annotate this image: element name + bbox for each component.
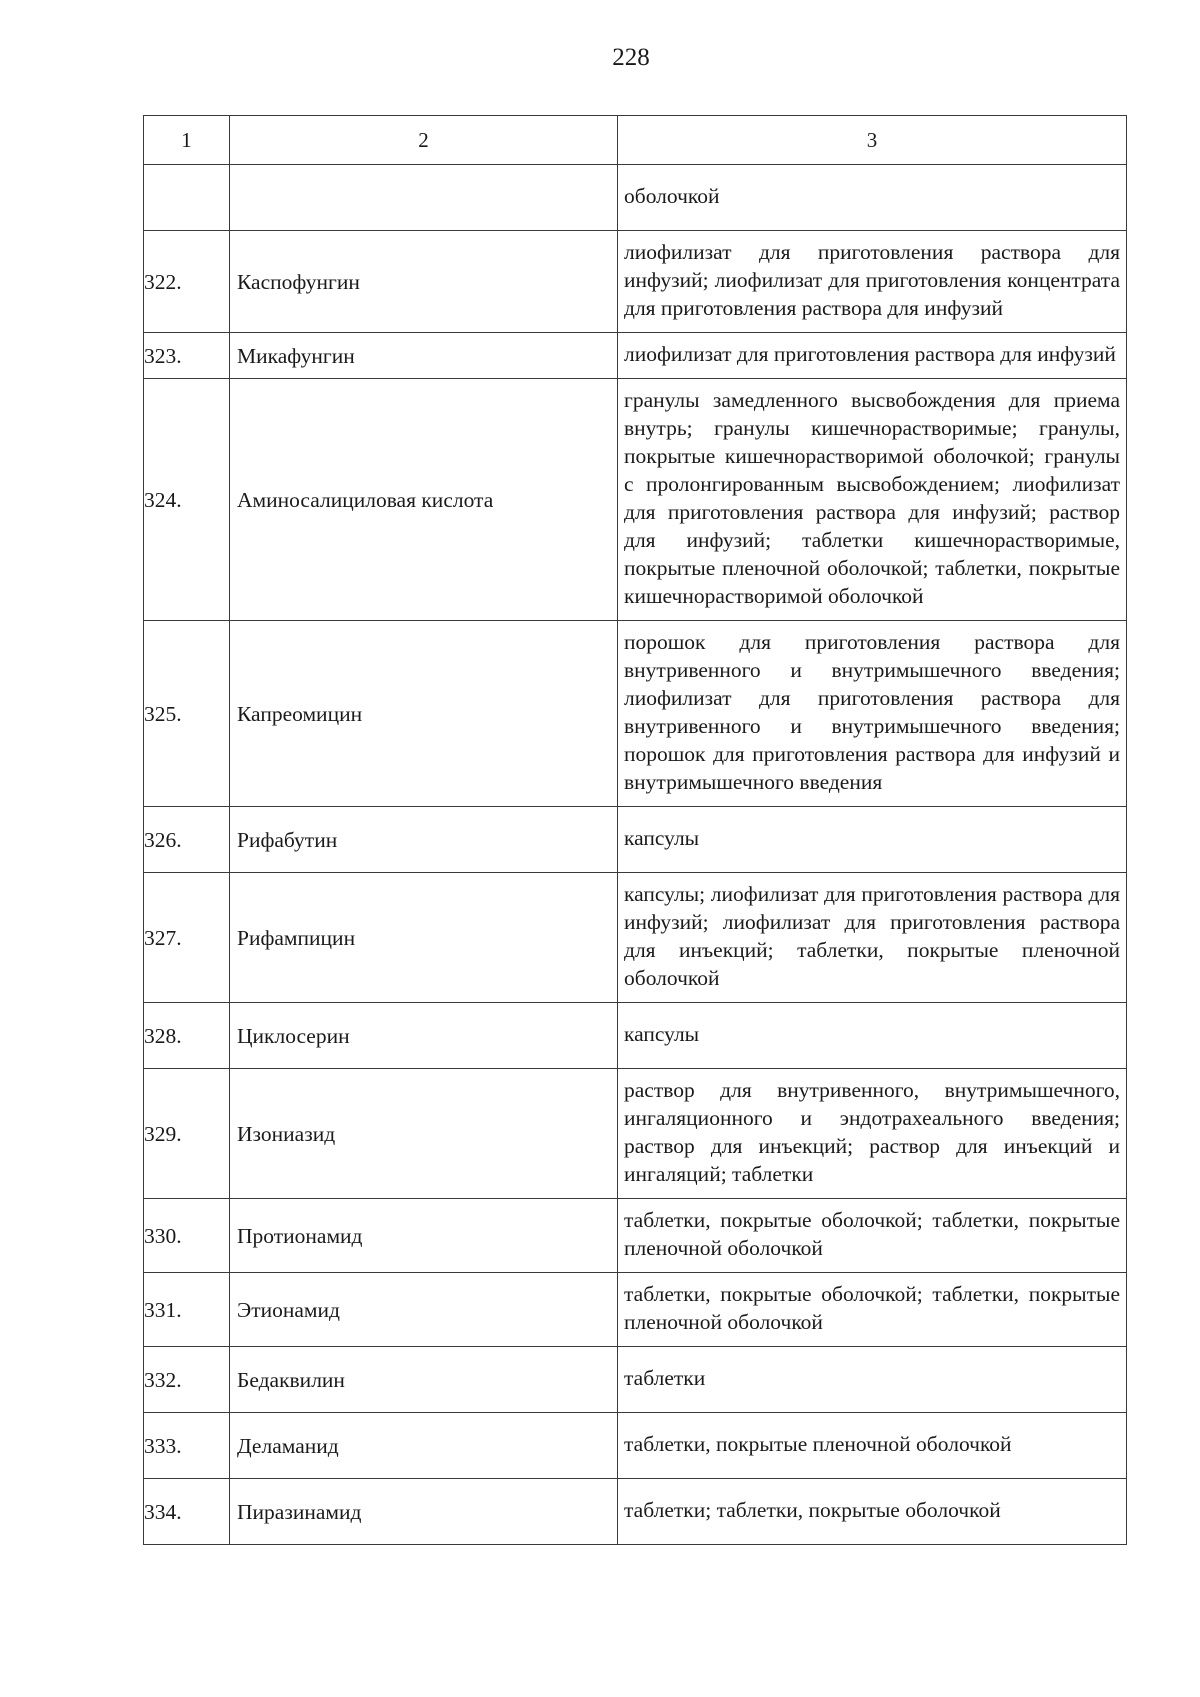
drug-name: Бедаквилин xyxy=(230,1347,618,1413)
table-row xyxy=(144,807,1127,873)
drug-name xyxy=(230,165,618,231)
drug-name: Этионамид xyxy=(230,1273,618,1347)
dosage-form: раствор для внутривенного, внутримышечного, ингаляционного и эндотрахеального введения; раствор для инъекций; раствор для инъекций и ингаляций; таблетки xyxy=(618,1069,1127,1199)
drug-name: Деламанид xyxy=(230,1413,618,1479)
drug-name: Рифампицин xyxy=(230,873,618,1003)
dosage-form: таблетки, покрытые оболочкой; таблетки, покрытые пленочной оболочкой xyxy=(618,1199,1127,1273)
row-number: 333. xyxy=(144,1413,230,1479)
drug-name: Циклосерин xyxy=(230,1003,618,1069)
drug-name: Аминосалициловая кислота xyxy=(230,379,618,621)
drug-name: Изониазид xyxy=(230,1069,618,1199)
table-row xyxy=(144,333,1127,379)
drug-name: Каспофунгин xyxy=(230,231,618,333)
dosage-form: капсулы xyxy=(618,1003,1127,1069)
drug-name: Микафунгин xyxy=(230,333,618,379)
dosage-form: таблетки, покрытые пленочной оболочкой xyxy=(618,1413,1127,1479)
table-row xyxy=(144,873,1127,1003)
row-number: 334. xyxy=(144,1479,230,1545)
row-number: 322. xyxy=(144,231,230,333)
dosage-form: гранулы замедленного высвобождения для приема внутрь; гранулы кишечнорастворимые; гранулы, покрытые кишечнорастворимой оболочкой; гранулы с пролонгированным высвобождением; лиофилизат для приготовления раствора для инфузий; раствор для инфузий; таблетки кишечнорастворимые, покрытые пленочной оболочкой; таблетки, покрытые кишечнорастворимой оболочкой xyxy=(618,379,1127,621)
row-number: 328. xyxy=(144,1003,230,1069)
drug-name: Пиразинамид xyxy=(230,1479,618,1545)
dosage-form: таблетки, покрытые оболочкой; таблетки, покрытые пленочной оболочкой xyxy=(618,1273,1127,1347)
drug-name: Капреомицин xyxy=(230,621,618,807)
row-number: 326. xyxy=(144,807,230,873)
table-row xyxy=(144,1199,1127,1273)
dosage-form: таблетки xyxy=(618,1347,1127,1413)
dosage-form: капсулы xyxy=(618,807,1127,873)
dosage-form: лиофилизат для приготовления раствора для инфузий xyxy=(618,333,1127,379)
table-row xyxy=(144,1347,1127,1413)
row-number: 329. xyxy=(144,1069,230,1199)
page-number: 228 xyxy=(612,44,650,71)
table-row xyxy=(144,1413,1127,1479)
table-row xyxy=(144,1003,1127,1069)
row-number: 332. xyxy=(144,1347,230,1413)
table-row xyxy=(144,379,1127,621)
row-number: 324. xyxy=(144,379,230,621)
dosage-form: лиофилизат для приготовления раствора для инфузий; лиофилизат для приготовления концентрата для приготовления раствора для инфузий xyxy=(618,231,1127,333)
table-header-row xyxy=(144,116,1127,165)
row-number: 325. xyxy=(144,621,230,807)
column-header-3: 3 xyxy=(618,116,1127,165)
table-row xyxy=(144,1479,1127,1545)
continuation-row xyxy=(144,165,1127,231)
table-row xyxy=(144,231,1127,333)
table-row xyxy=(144,621,1127,807)
table-row xyxy=(144,1069,1127,1199)
row-number: 331. xyxy=(144,1273,230,1347)
dosage-form: порошок для приготовления раствора для внутривенного и внутримышечного введения; лиофилизат для приготовления раствора для внутривенного и внутримышечного введения; порошок для приготовления раствора для инфузий и внутримышечного введения xyxy=(618,621,1127,807)
row-number: 327. xyxy=(144,873,230,1003)
table-row xyxy=(144,1273,1127,1347)
dosage-form: оболочкой xyxy=(618,165,1127,231)
row-number: 330. xyxy=(144,1199,230,1273)
drug-name: Рифабутин xyxy=(230,807,618,873)
dosage-form: капсулы; лиофилизат для приготовления раствора для инфузий; лиофилизат для приготовления раствора для инъекций; таблетки, покрытые пленочной оболочкой xyxy=(618,873,1127,1003)
row-number xyxy=(144,165,230,231)
column-header-1: 1 xyxy=(144,116,230,165)
dosage-form: таблетки; таблетки, покрытые оболочкой xyxy=(618,1479,1127,1545)
drug-table xyxy=(143,115,1127,1545)
column-header-2: 2 xyxy=(230,116,618,165)
drug-name: Протионамид xyxy=(230,1199,618,1273)
row-number: 323. xyxy=(144,333,230,379)
